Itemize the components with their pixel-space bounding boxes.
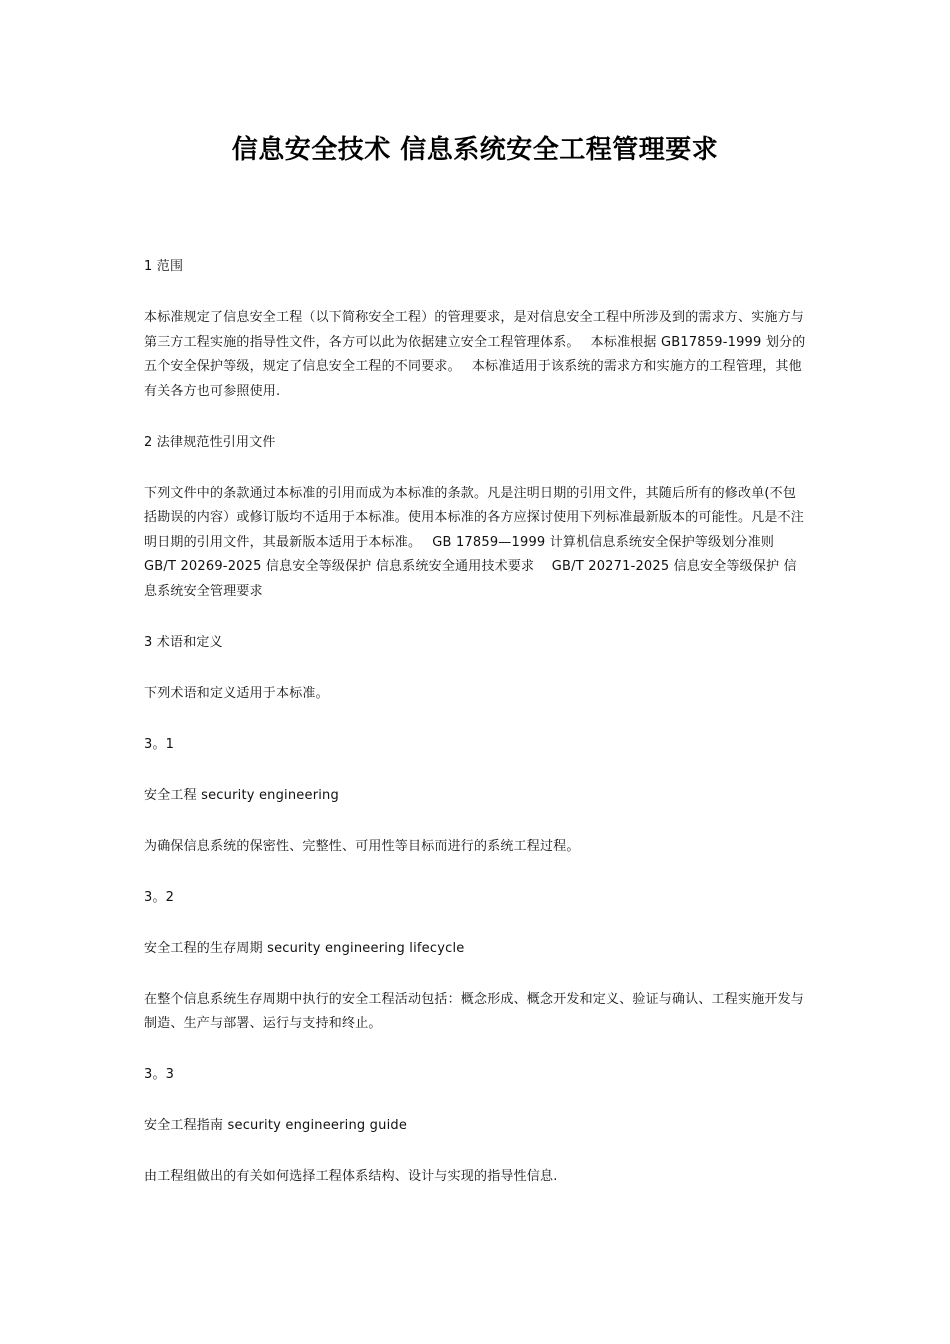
paragraph-references: 下列文件中的条款通过本标准的引用而成为本标准的条款。凡是注明日期的引用文件，其随后所有的修改单(不包括勘误的内容）或修订版均不适用于本标准。使用本标准的各方应探讨使用下列标准最新版本的可能性。凡是不注明日期的引用文件，其最新版本适用于本标准。 GB 17859—1999 计算机信息系统安全保护等级划分准则 GB/T 20269-2025 信息安全等级保护 信息系统安全通用技术要求 GB/T 20271-2025 信息安全等级保护 信息系统安全管理要求 bbox=[144, 485, 805, 599]
term-number-3-2: 3。2 bbox=[144, 889, 175, 905]
section-heading-scope: 1 范围 bbox=[144, 259, 184, 274]
term-number-3-3: 3。3 bbox=[144, 1067, 175, 1082]
document-title: 信息安全技术 信息系统安全工程管理要求 bbox=[231, 135, 719, 165]
section-heading-terms: 3 术语和定义 bbox=[144, 634, 223, 650]
term-number-3-1: 3。1 bbox=[144, 736, 175, 752]
term-security-engineering: 安全工程 security engineering bbox=[144, 787, 339, 803]
document-body bbox=[144, 255, 807, 1216]
term-security-engineering-lifecycle: 安全工程的生存周期 security engineering lifecycle bbox=[144, 940, 465, 956]
definition-security-engineering: 为确保信息系统的保密性、完整性、可用性等目标而进行的系统工程过程。 bbox=[144, 838, 580, 854]
paragraph-terms-intro: 下列术语和定义适用于本标准。 bbox=[144, 685, 329, 701]
paragraph-scope: 本标准规定了信息安全工程（以下简称安全工程）的管理要求，是对信息安全工程中所涉及到的需求方、实施方与第三方工程实施的指导性文件，各方可以此为依据建立安全工程管理体系。 本标准根据 GB17859-1999 划分的五个安全保护等级，规定了信息安全工程的不同要求。 本标准适用于该系统的需求方和实施方的工程管理，其他有关各方也可参照使用. bbox=[144, 310, 806, 399]
section-heading-references: 2 法律规范性引用文件 bbox=[144, 434, 276, 450]
definition-security-engineering-guide: 由工程组做出的有关如何选择工程体系结构、设计与实现的指导性信息. bbox=[144, 1169, 558, 1184]
term-security-engineering-guide: 安全工程指南 security engineering guide bbox=[144, 1118, 408, 1133]
definition-security-engineering-lifecycle: 在整个信息系统生存周期中执行的安全工程活动包括：概念形成、概念开发和定义、验证与确认、工程实施开发与制造、生产与部署、运行与支持和终止。 bbox=[144, 991, 805, 1031]
